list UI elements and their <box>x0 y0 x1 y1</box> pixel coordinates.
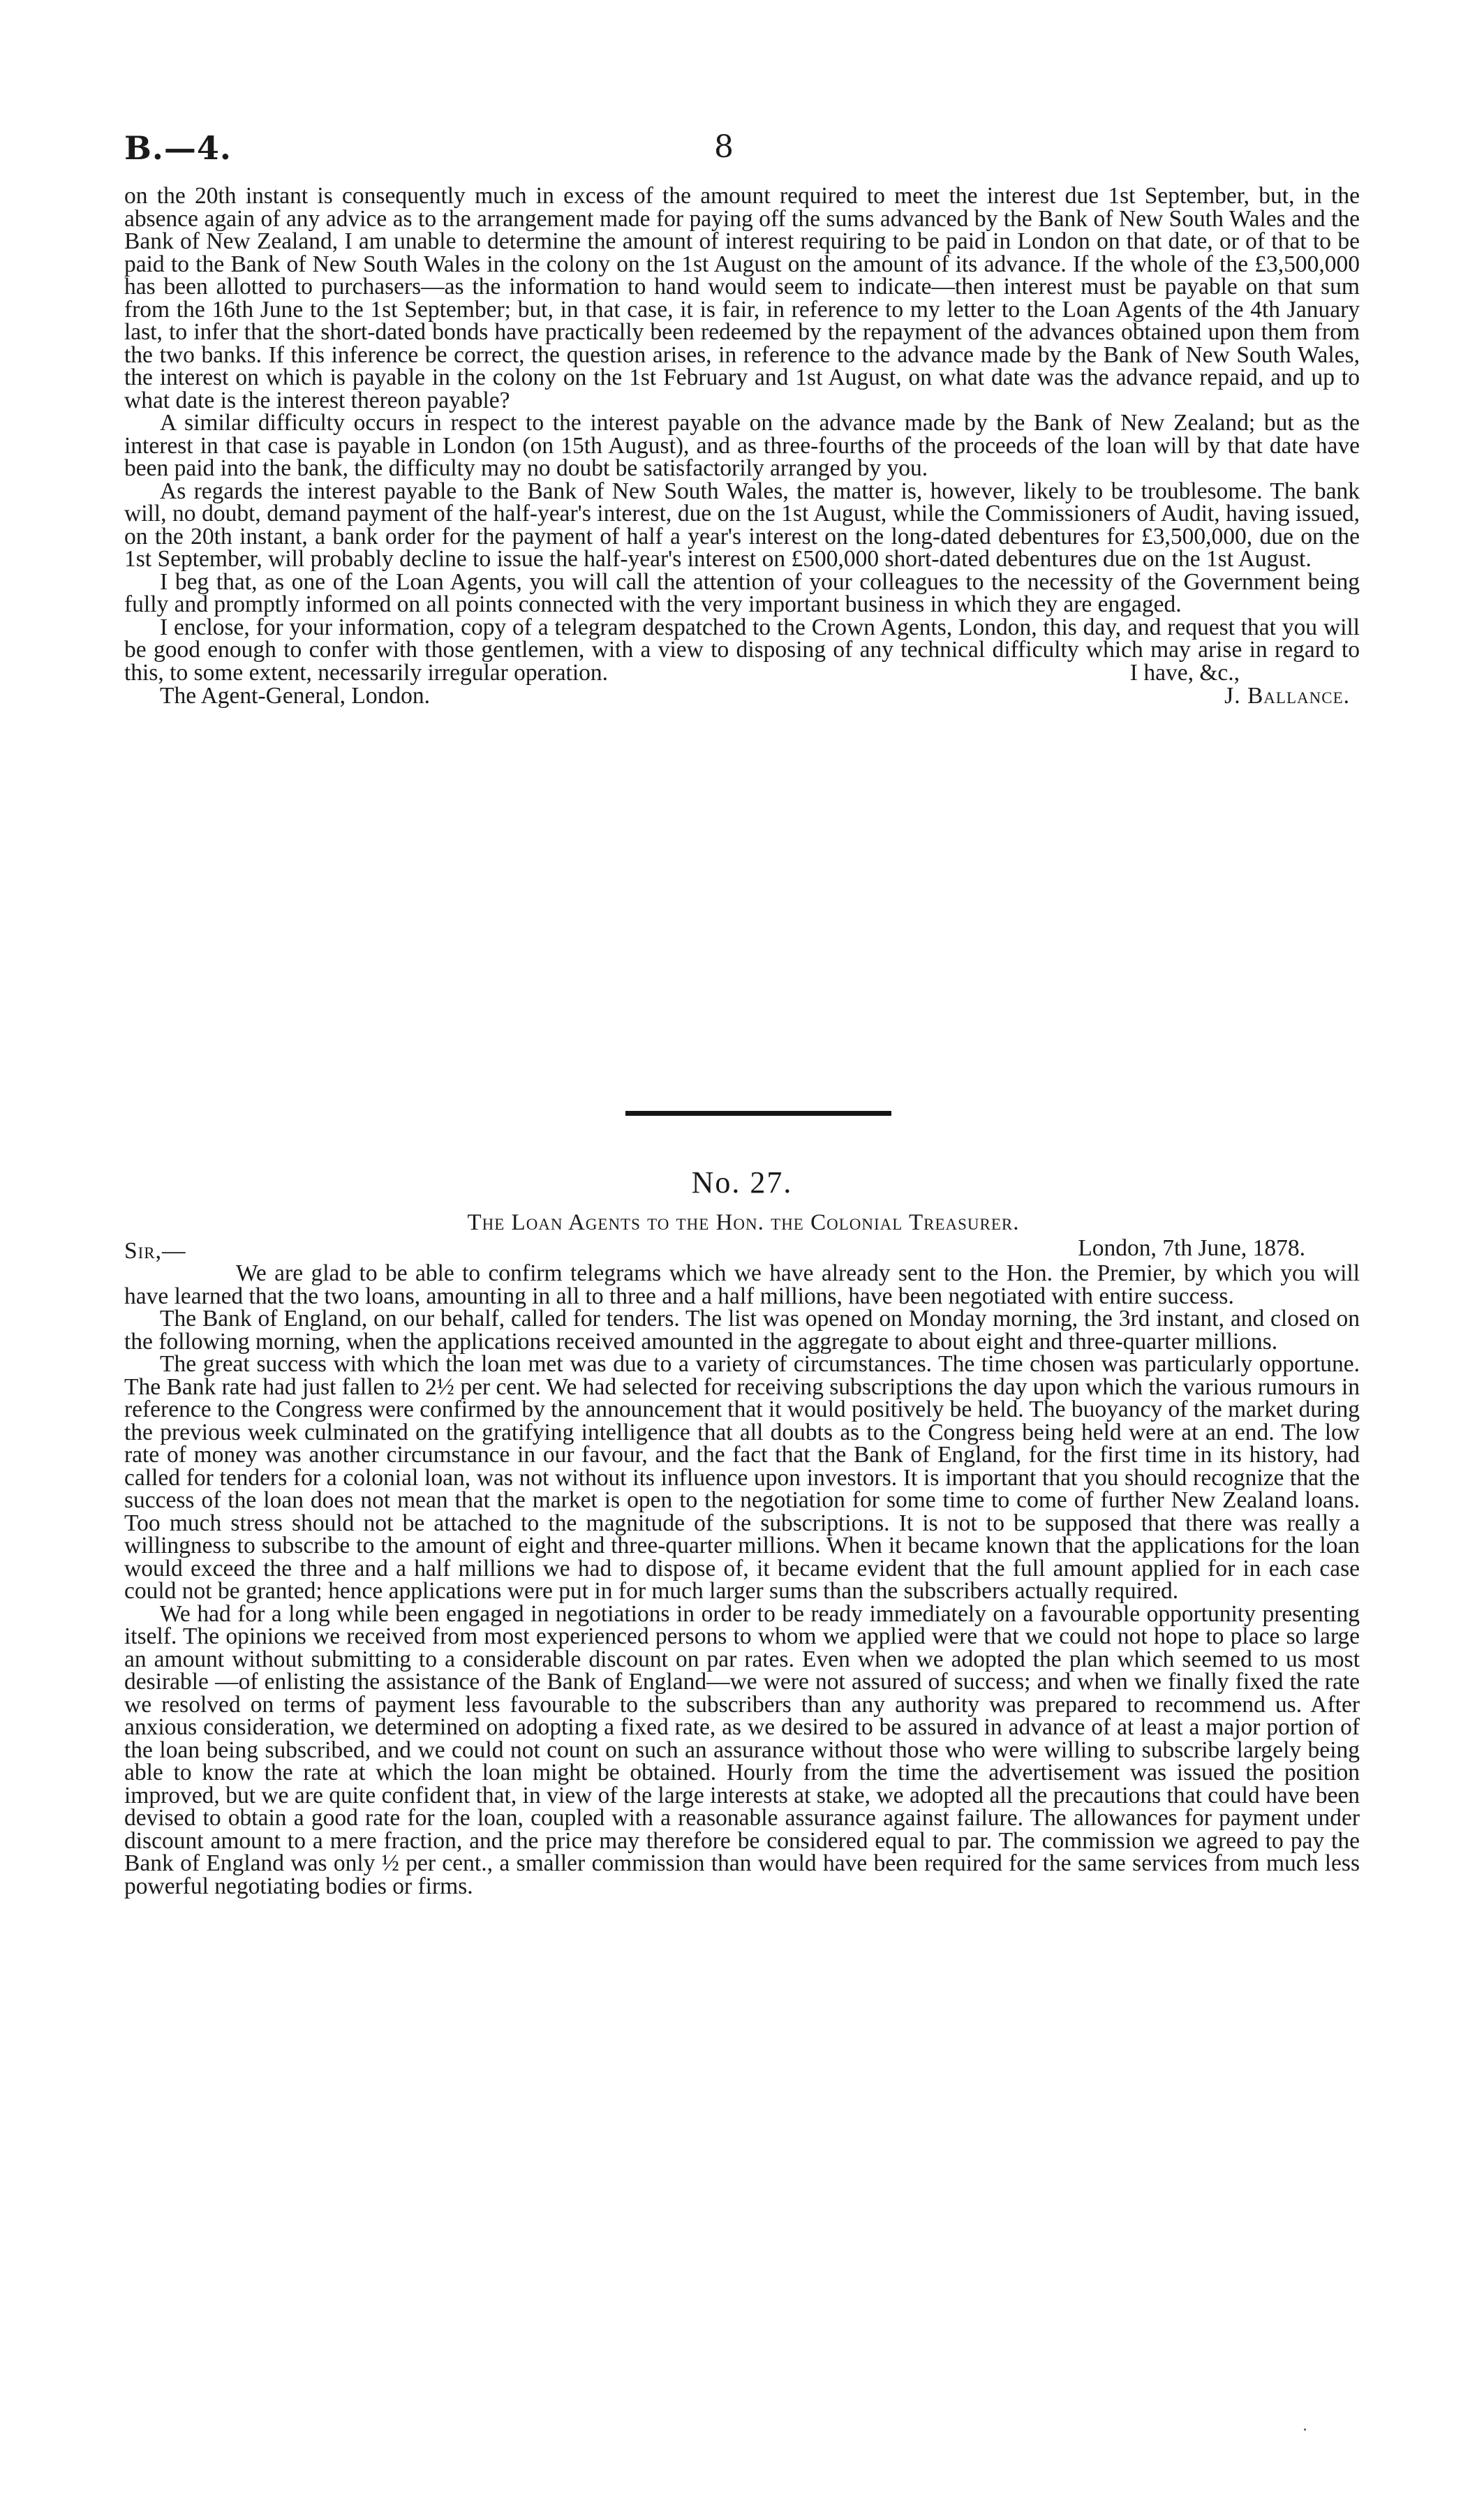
page-number: 8 <box>714 129 734 165</box>
letter-title: The Loan Agents to the Hon. the Colonial Treasurer. <box>467 1210 1020 1235</box>
paragraph: I beg that, as one of the Loan Agents, you will call the attention of your colleagues to the necessity of the Government being fully and promptly informed on all points connected with the very important business in which they are engaged. <box>124 568 1360 617</box>
paragraph: I enclose, for your information, copy of a telegram despatched to the Crown Agents, London, this day, and request that you will be good enough to confer with those gentlemen, with a view to disposing of any technical difficulty which may arise in regard to this, to some extent, necessarily irregular operation. <box>124 614 1360 686</box>
page-header <box>124 129 1360 178</box>
paragraph: As regards the interest payable to the Bank of New South Wales, the matter is, however, likely to be troublesome. The bank will, no doubt, demand payment of the half-year's interest, due on the 1st August, while the Commissioners of Audit, having issued, on the 20th instant, a bank order for the payment of half a year's interest on the long-dated debentures for £3,500,000, due on the 1st September, will probably decline to issue the half-year's interest on £500,000 short-dated debentures due on the 1st August. <box>124 478 1360 572</box>
letter-continuation <box>124 185 1360 708</box>
addressee-row <box>124 682 1360 709</box>
paragraph: We are glad to be able to confirm telegrams which we have already sent to the Hon. the Premier, by which you will have learned that the two loans, amounting in all to three and a half millions, have been negotiated with entire success. <box>124 1260 1360 1309</box>
letter-no-27 <box>124 1167 1360 1898</box>
salutation-row <box>124 1237 1360 1262</box>
paragraph: on the 20th instant is consequently much in excess of the amount required to meet the interest due 1st September, but, in the absence again of any advice as to the arrangement made for paying off the sums advanced by the Bank of New South Wales and the Bank of New Zealand, I am unable to determine the amount of interest requiring to be paid in London on that date, or of that to be paid to the Bank of New South Wales in the colony on the 1st August on the amount of its advance. If the whole of the £3,500,000 has been allotted to purchasers—as the information to hand would seem to indicate—then interest must be payable on that sum from the 16th June to the 1st September; but, in that case, it is fair, in reference to my letter to the Loan Agents of the 4th January last, to infer that the short-dated bonds have practically been redeemed by the repayment of the advances obtained upon them from the two banks. If this inference be correct, the question arises, in reference to the advance made by the Bank of New South Wales, the interest on which is payable in the colony on the 1st February and 1st August, on what date was the advance repaid, and up to what date is the interest thereon payable? <box>124 183 1360 413</box>
paragraph: The Bank of England, on our behalf, called for tenders. The list was opened on Monday morning, the 3rd instant, and closed on the following morning, when the applications received amounted in the aggregate to about eight and three-quarter millions. <box>124 1306 1360 1355</box>
salutation: Sir,— <box>124 1238 186 1264</box>
signature-block <box>124 659 1360 686</box>
addressee: The Agent-General, London. <box>160 682 430 709</box>
paragraph: The great success with which the loan met was due to a variety of circumstances. The time chosen was particularly opportune. The Bank rate had just fallen to 2½ per cent. We had selected for receiving subscriptions the day upon which the various rumours in reference to the Congress were confirmed by the announcement that it would positively be held. The buoyancy of the market during the previous week culminated on the gratifying intelligence that all doubts as to the Congress being held were at an end. The low rate of money was another circumstance in our favour, and the fact that the Bank of England, for the first time in its history, had called for tenders for a colonial loan, was not without its influence upon investors. It is important that you should recognize that the success of the loan does not mean that the market is open to the negotiation for some time to come of further New Zealand loans. Too much stress should not be attached to the magnitude of the subscriptions. It is not to be supposed that there was really a willingness to subscribe to the amount of eight and three-quarter millions. When it became known that the applications for the loan would exceed the three and a half millions we had to dispose of, it became evident that the full amount applied for in each case could not be granted; hence applications were put in for much larger sums than the subscribers actually required. <box>124 1351 1360 1604</box>
scan-speck <box>1304 2428 1306 2431</box>
letter-date: London, 7th June, 1878. <box>1078 1235 1305 1261</box>
paragraph: A similar difficulty occurs in respect to the interest payable on the advance made by the Bank of New Zealand; but as the interest in that case is payable in London (on 15th August), and as three-fourths of the proceeds of the loan will by that date have been paid into the bank, the difficulty may no doubt be satisfactorily arranged by you. <box>124 410 1360 481</box>
paragraph: We had for a long while been engaged in negotiations in order to be ready immediately on a favourable opportunity presenting itself. The opinions we received from most experienced persons to whom we applied were that we could not hope to place so large an amount without submitting to a considerable discount on par rates. Even when we adopted the plan which seemed to us most desirable —of enlisting the assistance of the Bank of England—we were not assured of success; and when we finally fixed the rate we resolved on terms of payment less favourable to the subscribers than any authority was prepared to recommend us. After anxious consideration, we determined on adopting a fixed rate, as we desired to be assured in advance of at least a major portion of the loan being subscribed, and we could not count on such an assurance without those who were willing to subscribe largely being able to know the rate at which the loan might be obtained. Hourly from the time the advertisement was issued the position improved, but we are quite confident that, in view of the large interests at stake, we adopted all the precautions that could have been devised to obtain a good rate for the loan, coupled with a reasonable assurance against failure. The allowances for payment under discount amount to a mere fraction, and the price may therefore be considered equal to par. The commission we agreed to pay the Bank of England was only ½ per cent., a smaller commission than would have been required for the same services from much less powerful negotiating bodies or firms. <box>124 1600 1360 1899</box>
closing-line: I have, &c., <box>1129 659 1240 686</box>
section-divider <box>625 1111 891 1116</box>
document-reference: B.—4. <box>124 129 232 167</box>
letter-number: No. 27. <box>691 1165 793 1200</box>
signature: J. Ballance. <box>1224 682 1350 709</box>
